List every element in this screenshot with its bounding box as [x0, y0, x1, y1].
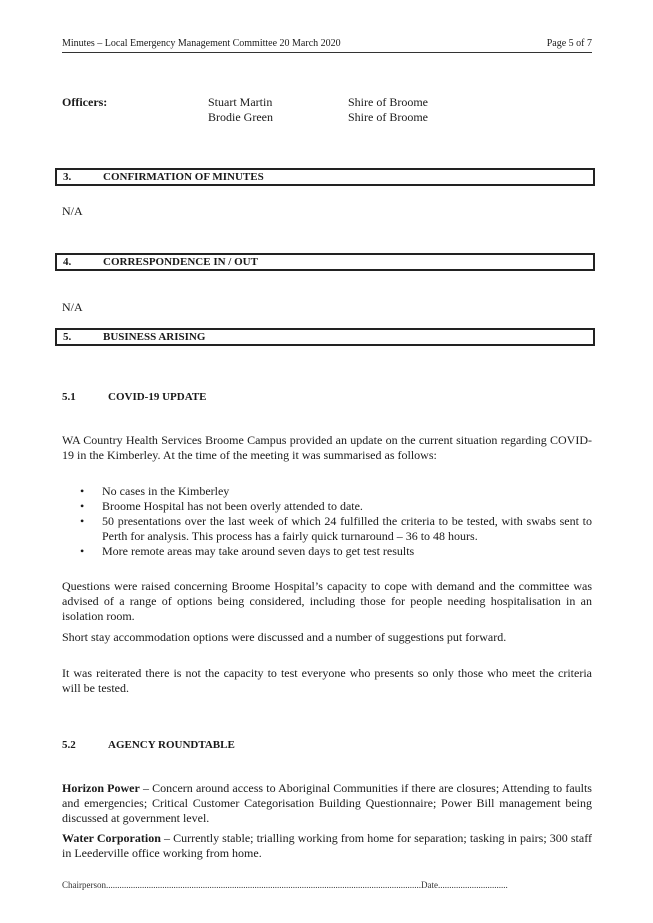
officers-label: Officers:	[62, 95, 108, 109]
section-heading-3	[55, 168, 595, 186]
chairperson-label: Chairperson	[62, 880, 106, 890]
agency-item-horizon-power	[62, 781, 592, 826]
agency-update: – Concern around access to Aboriginal Communities if there are closures; Attending to faults and emergencies; Critical Customer Categorisation Building Questionnaire; Power Bill management being discussed at government level.	[62, 781, 592, 825]
list-item: • More remote areas may take around seven days to get test results	[80, 544, 415, 558]
agency-name: Water Corporation	[62, 831, 161, 845]
covid-intro-paragraph: WA Country Health Services Broome Campus provided an update on the current situation regarding COVID-19 in the Kimberley. At the time of the meeting it was summarised as follows:	[62, 433, 592, 462]
section-title: CONFIRMATION OF MINUTES	[103, 171, 264, 183]
subsection-title: AGENCY ROUNDTABLE	[108, 739, 235, 751]
date-label: Date	[421, 880, 438, 890]
subsection-title: COVID-19 UPDATE	[108, 391, 207, 403]
officer-names	[208, 95, 273, 125]
bullet-icon: •	[80, 484, 85, 498]
covid-paragraph: It was reiterated there is not the capacity to test everyone who presents so only those who meet the criteria will be tested.	[62, 666, 592, 695]
section-number: 4.	[63, 256, 72, 268]
section-heading-5	[55, 328, 595, 346]
section-title: CORRESPONDENCE IN / OUT	[103, 256, 258, 268]
agency-name: Horizon Power	[62, 781, 140, 795]
list-item: • No cases in the Kimberley	[80, 484, 230, 498]
section-title: BUSINESS ARISING	[103, 331, 206, 343]
section-number: 5.	[63, 331, 72, 343]
subsection-number: 5.2	[62, 739, 76, 751]
list-item: • Broome Hospital has not been overly attended to date.	[80, 499, 363, 513]
covid-bullet-list	[62, 484, 592, 559]
list-item: • 50 presentations over the last week of which 24 fulfilled the criteria to be tested, with swabs sent to Perth for analysis. This process has a fairly quick turnaround – 36 to 48 hours.	[80, 514, 592, 543]
bullet-icon: •	[80, 514, 85, 528]
section-body-4: N/A	[62, 300, 83, 314]
covid-paragraph: Short stay accommodation options were discussed and a number of suggestions put forward.	[62, 630, 507, 644]
chairperson-signature-line: ............................................................................................................................................	[106, 880, 421, 890]
agency-update: – Currently stable; trialling working from home for separation; tasking in pairs; 300 staff in Leederville office working from home.	[62, 831, 592, 860]
page-number: Page 5 of 7	[546, 38, 592, 49]
section-heading-4	[55, 253, 595, 271]
officer-name: Stuart Martin	[208, 95, 273, 109]
officer-name: Brodie Green	[208, 110, 273, 124]
subsection-number: 5.1	[62, 391, 76, 403]
covid-paragraph: Questions were raised concerning Broome Hospital’s capacity to cope with demand and the committee was advised of a range of options being considered, including those for people needing hospitalisation in an isolation room.	[62, 579, 592, 623]
section-body-3: N/A	[62, 204, 83, 218]
officer-orgs	[348, 95, 428, 125]
bullet-icon: •	[80, 544, 85, 558]
officer-org: Shire of Broome	[348, 95, 428, 109]
bullet-icon: •	[80, 499, 85, 513]
signature-footer	[62, 880, 508, 890]
page-header	[62, 38, 592, 53]
agency-item-water-corporation	[62, 831, 592, 861]
section-number: 3.	[63, 171, 72, 183]
officer-org: Shire of Broome	[348, 110, 428, 124]
header-title: Minutes – Local Emergency Management Committee 20 March 2020	[62, 38, 341, 49]
date-line: ...............................	[438, 880, 508, 890]
